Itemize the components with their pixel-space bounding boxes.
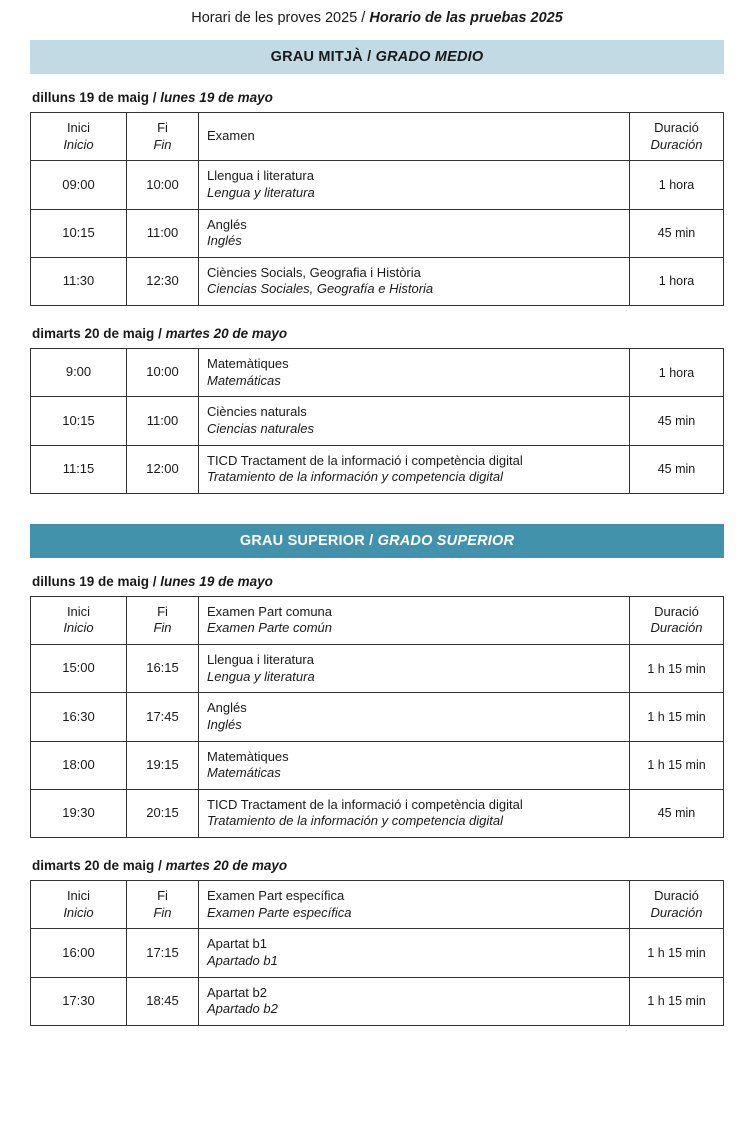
header-cell-start: [31, 881, 127, 929]
cell-end: [127, 445, 199, 493]
header-cell-duration: [630, 596, 724, 644]
page-title-ca: Horari de les proves 2025: [191, 10, 358, 26]
duration-value: 1 h 15 min: [647, 661, 706, 676]
cell-exam: [199, 929, 630, 977]
exam-name-es: Inglés: [207, 233, 242, 249]
day-heading-ca: dimarts 20 de maig: [32, 858, 155, 873]
day-heading-superior-tuesday: [32, 858, 724, 873]
cell-exam: [199, 209, 630, 257]
day-heading-es: lunes 19 de mayo: [160, 90, 273, 105]
header-start-es: Inicio: [63, 620, 94, 636]
exam-name-es: Lengua y literatura: [207, 668, 315, 684]
section-banner-separator: /: [364, 532, 378, 549]
header-exam-ca: Examen Part comuna: [207, 603, 333, 619]
start-time: 10:15: [62, 412, 95, 428]
end-time: 11:00: [146, 224, 179, 240]
schedule-table-mitja-tuesday: [30, 348, 724, 494]
cell-end: [127, 257, 199, 305]
cell-start: [31, 209, 127, 257]
cell-exam: [199, 257, 630, 305]
header-cell-duration: [630, 881, 724, 929]
section-banner-separator: /: [362, 49, 376, 65]
cell-end: [127, 349, 199, 397]
day-heading-es: martes 20 de mayo: [165, 858, 288, 873]
exam-name-es: Ciencias Sociales, Geografía e Historia: [207, 281, 434, 297]
header-cell-duration: [630, 113, 724, 161]
cell-start: [31, 693, 127, 741]
table-row: [31, 789, 724, 837]
cell-start: [31, 445, 127, 493]
cell-start: [31, 741, 127, 789]
duration-value: 1 hora: [658, 274, 695, 289]
exam-name-es: Tratamiento de la información y competencia digital: [207, 469, 504, 485]
cell-exam: [199, 741, 630, 789]
start-time: 09:00: [62, 176, 95, 192]
duration-value: 1 h 15 min: [647, 758, 706, 773]
header-duration-ca: Duració: [654, 888, 699, 903]
exam-name-es: Inglés: [207, 716, 242, 732]
exam-name-ca: Apartat b1: [207, 936, 267, 952]
start-time: 11:30: [62, 273, 95, 289]
cell-exam: [199, 645, 630, 693]
cell-duration: [630, 161, 724, 209]
header-cell-start: [31, 596, 127, 644]
cell-end: [127, 977, 199, 1025]
header-start-es: Inicio: [63, 136, 94, 152]
schedule-table-superior-monday: [30, 596, 724, 838]
table-row: [31, 349, 724, 397]
end-time: 10:00: [146, 176, 179, 192]
table-row: [31, 209, 724, 257]
exam-name-es: Lengua y literatura: [207, 184, 315, 200]
cell-end: [127, 209, 199, 257]
cell-duration: [630, 977, 724, 1025]
header-end-es: Fin: [153, 136, 172, 152]
cell-start: [31, 929, 127, 977]
table-row: [31, 445, 724, 493]
page-title-es: Horario de las pruebas 2025: [369, 10, 563, 26]
cell-end: [127, 161, 199, 209]
table-header-row: [31, 113, 724, 161]
table-row: [31, 257, 724, 305]
start-time: 10:15: [62, 224, 95, 240]
page-title: [30, 10, 724, 26]
header-duration-ca: Duració: [654, 603, 699, 619]
exam-name-es: Matemáticas: [207, 372, 281, 388]
duration-value: 1 h 15 min: [647, 945, 706, 960]
cell-start: [31, 161, 127, 209]
cell-duration: [630, 693, 724, 741]
header-duration-ca: Duració: [654, 120, 699, 135]
cell-start: [31, 645, 127, 693]
header-cell-end: [127, 113, 199, 161]
header-end-ca: Fi: [157, 603, 168, 619]
cell-duration: [630, 929, 724, 977]
header-duration-es: Duración: [650, 136, 703, 152]
section-banner-es: GRADO SUPERIOR: [377, 532, 515, 549]
end-time: 16:15: [146, 660, 179, 676]
day-heading-separator: /: [154, 326, 166, 341]
end-time: 19:15: [146, 756, 179, 772]
exam-name-es: Ciencias naturales: [207, 420, 314, 436]
header-end-ca: Fi: [157, 120, 168, 135]
cell-duration: [630, 789, 724, 837]
table-row: [31, 397, 724, 445]
day-heading-separator: /: [154, 858, 166, 873]
exam-name-ca: Apartat b2: [207, 984, 267, 1000]
header-cell-start: [31, 113, 127, 161]
cell-exam: [199, 789, 630, 837]
cell-end: [127, 789, 199, 837]
start-time: 15:00: [62, 660, 95, 676]
day-heading-superior-monday: [32, 574, 724, 589]
start-time: 16:00: [62, 944, 95, 960]
section-banner-ca: GRAU SUPERIOR: [239, 532, 365, 549]
duration-value: 1 hora: [658, 177, 695, 192]
start-time: 17:30: [62, 992, 95, 1008]
cell-end: [127, 929, 199, 977]
header-start-es: Inicio: [63, 904, 94, 920]
cell-start: [31, 257, 127, 305]
end-time: 20:15: [146, 805, 179, 821]
header-exam-es: Examen Parte común: [207, 620, 333, 636]
header-exam-ca: Examen Part específica: [207, 888, 345, 903]
cell-end: [127, 645, 199, 693]
start-time: 16:30: [62, 708, 95, 724]
cell-end: [127, 397, 199, 445]
cell-end: [127, 693, 199, 741]
cell-exam: [199, 161, 630, 209]
exam-name-es: Apartado b1: [207, 952, 278, 968]
header-start-ca: Inici: [66, 888, 91, 903]
schedule-table-superior-tuesday: [30, 880, 724, 1026]
header-cell-end: [127, 596, 199, 644]
duration-value: 1 h 15 min: [647, 994, 706, 1009]
cell-exam: [199, 397, 630, 445]
cell-exam: [199, 445, 630, 493]
end-time: 11:00: [146, 412, 179, 428]
exam-name-es: Tratamiento de la información y competencia digital: [207, 813, 504, 829]
exam-name-ca: TICD Tractament de la informació i competència digital: [207, 452, 523, 468]
table-row: [31, 645, 724, 693]
end-time: 12:30: [146, 273, 179, 289]
section-spacer: [30, 514, 724, 524]
header-cell-end: [127, 881, 199, 929]
end-time: 17:45: [146, 708, 179, 724]
header-cell-exam: [199, 596, 630, 644]
page-title-separator: /: [357, 10, 370, 26]
cell-exam: [199, 693, 630, 741]
table-row: [31, 693, 724, 741]
day-heading-es: lunes 19 de mayo: [160, 573, 273, 589]
duration-value: 45 min: [657, 413, 696, 428]
start-time: 9:00: [65, 364, 92, 380]
exam-name-ca: Anglés: [207, 700, 247, 716]
day-heading-es: martes 20 de mayo: [165, 326, 288, 341]
section-banner-grau-mitja: [30, 40, 724, 74]
start-time: 18:00: [62, 756, 95, 772]
table-row: [31, 929, 724, 977]
start-time: 19:30: [62, 805, 95, 821]
cell-start: [31, 349, 127, 397]
section-banner-grau-superior: [30, 524, 724, 558]
exam-name-ca: Matemàtiques: [207, 356, 289, 371]
duration-value: 45 min: [657, 226, 696, 241]
cell-duration: [630, 645, 724, 693]
cell-start: [31, 397, 127, 445]
table-header-row: [31, 596, 724, 644]
duration-value: 45 min: [657, 462, 696, 477]
table-row: [31, 741, 724, 789]
day-heading-ca: dilluns 19 de maig: [32, 90, 150, 105]
exam-name-es: Matemáticas: [207, 765, 281, 781]
header-duration-es: Duración: [650, 620, 703, 636]
end-time: 10:00: [146, 364, 179, 380]
end-time: 17:15: [146, 944, 179, 960]
header-exam-ca: Examen: [207, 128, 255, 144]
cell-duration: [630, 741, 724, 789]
header-end-es: Fin: [153, 620, 172, 636]
exam-name-ca: Ciències Socials, Geografia i Història: [207, 264, 421, 280]
cell-duration: [630, 257, 724, 305]
header-exam-es: Examen Parte específica: [207, 904, 352, 920]
duration-value: 1 hora: [658, 365, 695, 380]
day-heading-separator: /: [149, 573, 161, 589]
table-row: [31, 977, 724, 1025]
schedule-table-mitja-monday: [30, 112, 724, 306]
header-end-ca: Fi: [157, 888, 168, 903]
header-cell-exam: [199, 113, 630, 161]
cell-exam: [199, 977, 630, 1025]
exam-name-ca: Anglés: [207, 216, 247, 232]
header-start-ca: Inici: [66, 603, 91, 619]
day-heading-separator: /: [149, 90, 161, 105]
start-time: 11:15: [62, 460, 95, 476]
table-row: [31, 161, 724, 209]
header-duration-es: Duración: [650, 904, 703, 920]
day-heading-ca: dimarts 20 de maig: [32, 326, 155, 341]
exam-name-ca: Llengua i literatura: [207, 168, 314, 184]
cell-exam: [199, 349, 630, 397]
day-heading-mitja-tuesday: [32, 326, 724, 341]
exam-name-es: Apartado b2: [207, 1001, 278, 1017]
table-header-row: [31, 881, 724, 929]
header-end-es: Fin: [153, 904, 172, 920]
cell-duration: [630, 209, 724, 257]
section-banner-es: GRADO MEDIO: [375, 49, 484, 65]
cell-start: [31, 789, 127, 837]
duration-value: 45 min: [657, 806, 696, 821]
exam-name-ca: Llengua i literatura: [207, 652, 314, 667]
cell-start: [31, 977, 127, 1025]
exam-name-ca: Matemàtiques: [207, 748, 289, 764]
header-cell-exam: [199, 881, 630, 929]
duration-value: 1 h 15 min: [647, 709, 706, 724]
section-banner-ca: GRAU MITJÀ: [270, 49, 363, 65]
exam-name-ca: Ciències naturals: [207, 404, 307, 420]
day-heading-mitja-monday: [32, 90, 724, 105]
cell-end: [127, 741, 199, 789]
cell-duration: [630, 349, 724, 397]
day-heading-ca: dilluns 19 de maig: [32, 573, 150, 589]
end-time: 12:00: [146, 460, 179, 476]
cell-duration: [630, 445, 724, 493]
header-start-ca: Inici: [66, 120, 91, 135]
end-time: 18:45: [146, 992, 179, 1008]
exam-name-ca: TICD Tractament de la informació i competència digital: [207, 796, 523, 812]
cell-duration: [630, 397, 724, 445]
